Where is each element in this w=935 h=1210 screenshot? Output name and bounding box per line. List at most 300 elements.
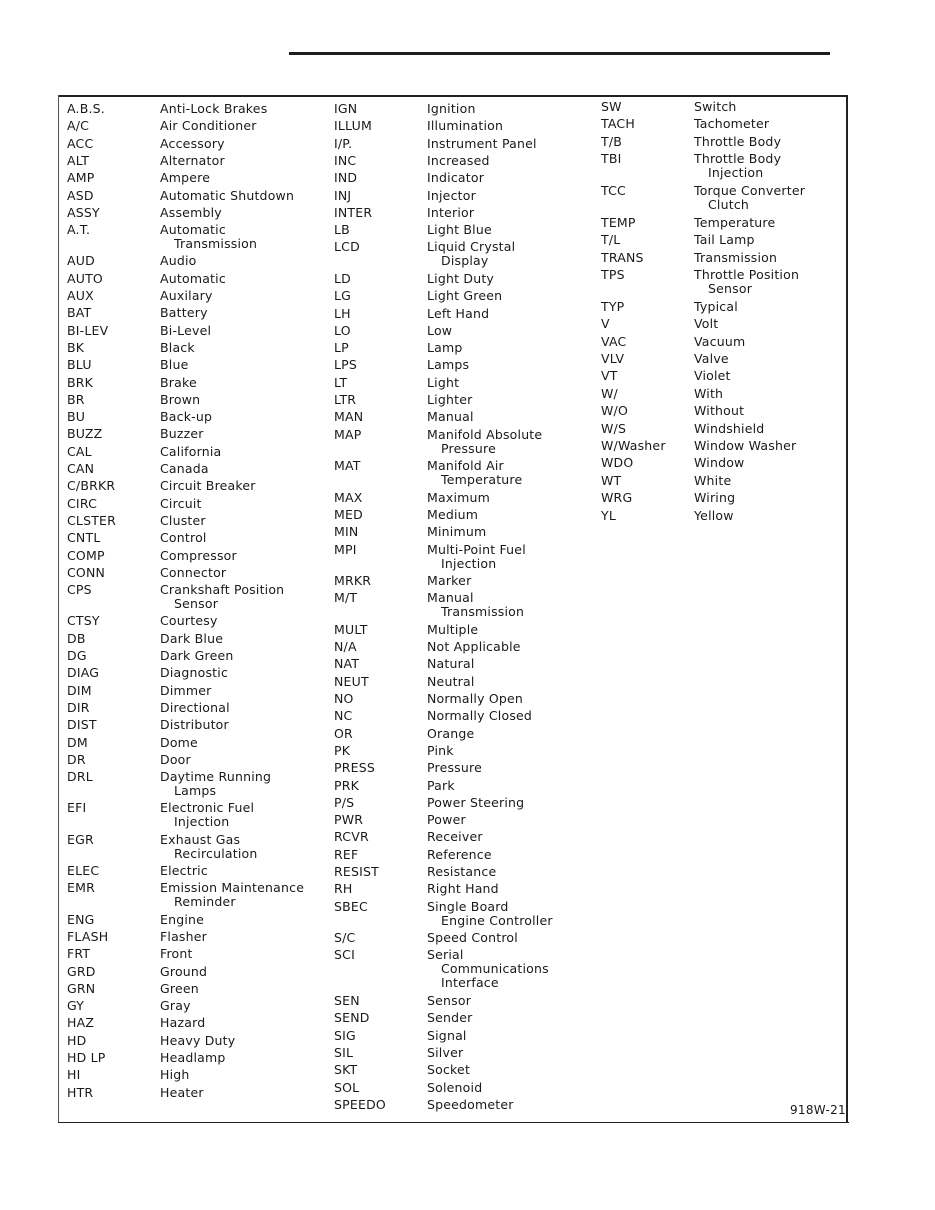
definition-line: Connector bbox=[160, 564, 227, 580]
definition-line: Lamps bbox=[427, 357, 470, 373]
abbreviation: DIAG bbox=[67, 665, 100, 681]
definition bbox=[427, 376, 459, 390]
definition bbox=[160, 965, 207, 979]
definition-line: Switch bbox=[694, 99, 737, 114]
abbreviation: HI bbox=[67, 1067, 81, 1083]
definition bbox=[427, 574, 471, 588]
abbreviation: MPI bbox=[334, 541, 357, 557]
definition bbox=[160, 684, 211, 698]
definition-line: Yellow bbox=[694, 507, 734, 523]
abbreviation: INC bbox=[334, 152, 357, 168]
definition-line: High bbox=[160, 1067, 190, 1083]
abbreviation: W/ bbox=[601, 385, 618, 401]
definition bbox=[160, 753, 191, 767]
definition-line: Daytime Running bbox=[160, 769, 272, 785]
definition bbox=[427, 779, 455, 793]
definition-line: Ground bbox=[160, 963, 208, 979]
definition-line: Sender bbox=[427, 1010, 473, 1026]
abbreviation: WDO bbox=[601, 455, 634, 471]
abbreviation: A/C bbox=[67, 118, 90, 134]
definition bbox=[427, 459, 522, 487]
abbreviation: W/S bbox=[601, 420, 627, 436]
definition bbox=[160, 1016, 205, 1030]
definition-line: Green bbox=[160, 980, 199, 996]
definition bbox=[694, 404, 744, 418]
definition bbox=[427, 410, 474, 424]
definition bbox=[160, 770, 271, 798]
definition-line: Electric bbox=[160, 863, 208, 878]
definition-line: Indicator bbox=[427, 170, 485, 186]
abbreviation: BR bbox=[67, 391, 85, 407]
definition-line: Diagnostic bbox=[160, 665, 229, 681]
definition bbox=[427, 591, 524, 619]
definition-line: Light bbox=[427, 374, 460, 390]
definition bbox=[694, 335, 745, 349]
definition bbox=[427, 525, 486, 539]
definition-line: Injector bbox=[427, 187, 476, 203]
definition bbox=[160, 736, 198, 750]
definition bbox=[160, 666, 228, 680]
definition bbox=[427, 948, 549, 990]
figure-reference: 918W-21 bbox=[790, 1103, 846, 1117]
definition-line: Receiver bbox=[427, 829, 483, 845]
abbreviation: BI-LEV bbox=[67, 322, 109, 338]
definition bbox=[694, 422, 764, 436]
definition-line: Door bbox=[160, 751, 191, 767]
abbreviation: NEUT bbox=[334, 673, 369, 689]
abbreviation: DIR bbox=[67, 699, 90, 715]
definition-continuation: Sensor bbox=[174, 596, 219, 612]
definition-line: Manual bbox=[427, 409, 474, 425]
definition-line: Increased bbox=[427, 152, 490, 168]
definition-line: Without bbox=[694, 403, 745, 419]
abbreviation: AUTO bbox=[67, 270, 103, 286]
definition bbox=[427, 189, 476, 203]
abbreviation: TCC bbox=[601, 183, 626, 198]
definition-line: Gray bbox=[160, 998, 191, 1014]
definition bbox=[427, 137, 537, 151]
definition-line: Dimmer bbox=[160, 682, 212, 698]
abbreviation: TYP bbox=[601, 298, 625, 314]
definition bbox=[160, 514, 206, 528]
definition bbox=[160, 583, 284, 611]
abbreviation: PWR bbox=[334, 812, 364, 828]
abbreviation: CAL bbox=[67, 443, 92, 459]
definition bbox=[694, 456, 745, 470]
definition bbox=[427, 428, 542, 456]
definition bbox=[160, 272, 226, 286]
definition-line: Back-up bbox=[160, 409, 213, 425]
definition bbox=[160, 154, 225, 168]
abbreviation: LO bbox=[334, 322, 351, 338]
definition-continuation: Recirculation bbox=[174, 845, 258, 861]
definition-line: Window Washer bbox=[694, 438, 797, 453]
abbreviation: SKT bbox=[334, 1062, 358, 1078]
definition-line: Temperature bbox=[694, 214, 776, 230]
definition bbox=[160, 376, 197, 390]
abbreviation: AUX bbox=[67, 288, 94, 303]
abbreviation: TRANS bbox=[601, 249, 644, 265]
abbreviation: HD bbox=[67, 1032, 87, 1048]
abbreviation: HD LP bbox=[67, 1050, 106, 1065]
definition-line: Front bbox=[160, 946, 193, 962]
abbreviation: RESIST bbox=[334, 864, 379, 879]
definition bbox=[427, 640, 521, 654]
definition bbox=[427, 341, 463, 355]
definition-line: Cluster bbox=[160, 512, 206, 528]
definition-line: Orange bbox=[427, 725, 475, 741]
definition-continuation: Clutch bbox=[708, 197, 750, 212]
definition-line: Automatic bbox=[160, 222, 226, 238]
definition-line: Dark Green bbox=[160, 648, 234, 663]
definition-line: Dark Blue bbox=[160, 630, 224, 646]
definition-line: Engine bbox=[160, 911, 205, 927]
definition-line: Multiple bbox=[427, 621, 479, 637]
abbreviation: ASSY bbox=[67, 204, 100, 220]
definition-line: California bbox=[160, 443, 222, 459]
abbreviation: A.B.S. bbox=[67, 101, 105, 116]
abbreviation: CNTL bbox=[67, 530, 101, 546]
abbreviation: FLASH bbox=[67, 928, 109, 944]
definition-line: Brown bbox=[160, 391, 201, 407]
definition-line: Typical bbox=[694, 298, 738, 314]
definition bbox=[427, 848, 492, 862]
definition bbox=[160, 632, 223, 646]
definition-line: Brake bbox=[160, 374, 197, 390]
abbreviation: RH bbox=[334, 881, 353, 897]
abbreviation: A.T. bbox=[67, 222, 91, 238]
definition bbox=[160, 254, 197, 268]
definition-line: Neutral bbox=[427, 673, 475, 689]
abbreviation: IGN bbox=[334, 101, 358, 116]
definition-line: Canada bbox=[160, 461, 209, 476]
definition-line: Valve bbox=[694, 351, 729, 366]
definition bbox=[160, 801, 254, 829]
definition bbox=[160, 982, 199, 996]
abbreviation: SIG bbox=[334, 1027, 356, 1043]
abbreviation: ACC bbox=[67, 135, 94, 151]
abbreviation: M/T bbox=[334, 590, 358, 606]
abbreviation: SBEC bbox=[334, 898, 368, 914]
definition bbox=[160, 324, 211, 338]
definition-line: Flasher bbox=[160, 928, 207, 944]
definition-line: Manual bbox=[427, 590, 474, 606]
definition bbox=[160, 223, 257, 251]
definition-line: Solenoid bbox=[427, 1079, 483, 1095]
abbreviation: EGR bbox=[67, 831, 94, 847]
definition bbox=[694, 509, 734, 523]
abbreviation: T/B bbox=[601, 133, 623, 149]
definition bbox=[694, 100, 737, 114]
definition-line: Control bbox=[160, 530, 207, 546]
abbreviation: DIM bbox=[67, 682, 92, 698]
definition bbox=[427, 744, 454, 758]
definition-continuation: Injection bbox=[708, 165, 764, 181]
definition-line: Light Green bbox=[427, 288, 503, 304]
definition bbox=[694, 117, 769, 131]
definition bbox=[160, 445, 221, 459]
definition-line: Lighter bbox=[427, 392, 473, 407]
abbreviation: ILLUM bbox=[334, 118, 372, 134]
definition bbox=[160, 306, 208, 320]
abbreviation: ASD bbox=[67, 187, 94, 203]
definition-line: Signal bbox=[427, 1027, 467, 1043]
abbreviation: TBI bbox=[601, 151, 622, 167]
definition-line: Not Applicable bbox=[427, 639, 521, 655]
definition-line: Tail Lamp bbox=[694, 232, 755, 248]
definition-continuation: Injection bbox=[174, 814, 230, 830]
definition bbox=[427, 102, 476, 116]
abbreviation: DIST bbox=[67, 717, 97, 733]
abbreviation: ELEC bbox=[67, 863, 100, 878]
definition bbox=[427, 206, 474, 220]
definition-line: White bbox=[694, 472, 732, 488]
definition-line: Dome bbox=[160, 734, 198, 750]
abbreviation: FRT bbox=[67, 946, 91, 962]
definition-line: Medium bbox=[427, 506, 479, 522]
definition-line: Multi-Point Fuel bbox=[427, 541, 526, 557]
definition-line: Compressor bbox=[160, 547, 237, 563]
definition-line: Instrument Panel bbox=[427, 135, 537, 151]
definition-line: Tachometer bbox=[694, 116, 770, 132]
definition-line: Interior bbox=[427, 204, 475, 220]
definition-line: Lamp bbox=[427, 340, 463, 356]
definition-line: With bbox=[694, 385, 724, 401]
definition bbox=[427, 491, 490, 505]
definition bbox=[427, 994, 471, 1008]
definition-continuation: Pressure bbox=[441, 440, 496, 456]
definition bbox=[427, 865, 496, 879]
abbreviation: YL bbox=[601, 507, 616, 523]
definition bbox=[427, 830, 483, 844]
definition-line: Accessory bbox=[160, 135, 225, 151]
definition-line: Reference bbox=[427, 846, 492, 862]
definition-continuation: Injection bbox=[441, 555, 497, 571]
abbreviation: S/C bbox=[334, 930, 356, 946]
definition bbox=[694, 268, 799, 296]
abbreviation: BLU bbox=[67, 357, 92, 373]
abbreviation: VAC bbox=[601, 333, 627, 349]
abbreviation: SW bbox=[601, 99, 622, 114]
abbreviation: VLV bbox=[601, 351, 625, 366]
definition-line: Distributor bbox=[160, 717, 229, 733]
abbreviation: CIRC bbox=[67, 495, 98, 511]
definition bbox=[694, 352, 729, 366]
definition-line: Light Blue bbox=[427, 222, 492, 238]
abbreviation: CTSY bbox=[67, 613, 100, 629]
definition-line: Exhaust Gas bbox=[160, 831, 241, 847]
definition-line: Windshield bbox=[694, 420, 765, 436]
definition-line: Wiring bbox=[694, 490, 736, 506]
abbreviation: ENG bbox=[67, 911, 95, 927]
abbreviation: PRESS bbox=[334, 760, 375, 776]
definition bbox=[427, 931, 518, 945]
definition bbox=[694, 135, 781, 149]
definition-line: Buzzer bbox=[160, 426, 204, 442]
abbreviation: BRK bbox=[67, 374, 94, 390]
definition-line: Single Board bbox=[427, 898, 509, 914]
abbreviation: REF bbox=[334, 846, 359, 862]
definition-line: Audio bbox=[160, 253, 197, 269]
definition-line: Serial bbox=[427, 947, 464, 963]
abbreviation: GRD bbox=[67, 963, 96, 979]
definition-line: Emission Maintenance bbox=[160, 880, 305, 896]
definition bbox=[427, 543, 526, 571]
abbreviation: I/P. bbox=[334, 135, 353, 151]
definition-line: Pink bbox=[427, 742, 454, 758]
definition-continuation: Sensor bbox=[708, 281, 753, 296]
abbreviation: SPEEDO bbox=[334, 1096, 386, 1112]
abbreviation: DR bbox=[67, 751, 86, 767]
definition-line: Manifold Absolute bbox=[427, 426, 543, 442]
abbreviation: SCI bbox=[334, 947, 355, 963]
definition bbox=[160, 999, 191, 1013]
abbreviation: AUD bbox=[67, 253, 95, 269]
definition bbox=[160, 1051, 226, 1065]
abbreviation: W/O bbox=[601, 403, 629, 419]
definition bbox=[160, 358, 188, 372]
definition bbox=[160, 1034, 235, 1048]
definition-line: Liquid Crystal bbox=[427, 239, 516, 255]
definition-continuation: Transmission bbox=[441, 604, 525, 620]
definition-line: Natural bbox=[427, 656, 475, 672]
definition-line: Auxilary bbox=[160, 288, 213, 303]
definition-line: Power bbox=[427, 812, 466, 828]
definition-line: Throttle Body bbox=[694, 151, 782, 167]
abbreviation: SEN bbox=[334, 993, 360, 1009]
abbreviation: EMR bbox=[67, 880, 95, 896]
abbreviation: LG bbox=[334, 288, 352, 304]
abbreviation: DB bbox=[67, 630, 86, 646]
definition-line: Marker bbox=[427, 573, 472, 588]
definition bbox=[160, 881, 304, 909]
definition bbox=[427, 796, 524, 810]
definition bbox=[427, 709, 532, 723]
abbreviation: TEMP bbox=[601, 214, 636, 230]
definition-line: Electronic Fuel bbox=[160, 800, 255, 816]
definition bbox=[160, 531, 207, 545]
definition bbox=[427, 692, 523, 706]
abbreviation: T/L bbox=[601, 232, 621, 248]
definition bbox=[160, 566, 226, 580]
definition-continuation: Reminder bbox=[174, 894, 236, 910]
abbreviation: MRKR bbox=[334, 573, 372, 588]
abbreviation: LT bbox=[334, 374, 348, 390]
definition-line: Headlamp bbox=[160, 1050, 226, 1065]
definition bbox=[694, 317, 718, 331]
definition-line: Pressure bbox=[427, 760, 482, 776]
definition-line: Socket bbox=[427, 1062, 471, 1078]
abbreviation: CONN bbox=[67, 564, 106, 580]
definition bbox=[427, 1011, 473, 1025]
abbreviation: TACH bbox=[601, 116, 635, 132]
abbreviation: EFI bbox=[67, 800, 87, 816]
abbreviation: LB bbox=[334, 222, 350, 238]
abbreviation: GRN bbox=[67, 980, 96, 996]
definition-line: Silver bbox=[427, 1045, 464, 1060]
definition bbox=[160, 649, 234, 663]
definition bbox=[427, 761, 482, 775]
definition bbox=[160, 427, 204, 441]
definition bbox=[160, 102, 267, 116]
definition-line: Left Hand bbox=[427, 305, 490, 321]
abbreviation: LCD bbox=[334, 239, 360, 255]
abbreviation: LTR bbox=[334, 392, 357, 407]
definition-line: Heater bbox=[160, 1084, 204, 1100]
table-bottom-rule bbox=[58, 1122, 849, 1123]
definition bbox=[427, 358, 469, 372]
abbreviation: GY bbox=[67, 998, 85, 1014]
abbreviation: VT bbox=[601, 368, 618, 384]
definition bbox=[694, 439, 796, 453]
definition bbox=[427, 1098, 514, 1112]
definition-line: Illumination bbox=[427, 118, 504, 134]
definition-line: Low bbox=[427, 322, 453, 338]
definition bbox=[160, 718, 229, 732]
definition bbox=[160, 930, 207, 944]
definition bbox=[160, 393, 200, 407]
definition-line: Violet bbox=[694, 368, 731, 384]
definition bbox=[427, 1063, 470, 1077]
abbreviation: BU bbox=[67, 409, 86, 425]
definition bbox=[694, 152, 781, 180]
definition bbox=[427, 813, 466, 827]
definition-line: Automatic Shutdown bbox=[160, 187, 295, 203]
definition bbox=[160, 289, 213, 303]
abbreviation: LD bbox=[334, 270, 351, 286]
abbreviation: CAN bbox=[67, 461, 95, 476]
abbreviation: PRK bbox=[334, 777, 360, 793]
definition bbox=[160, 206, 222, 220]
abbreviation: NC bbox=[334, 708, 353, 724]
abbreviation: BK bbox=[67, 339, 85, 355]
abbreviation: MAP bbox=[334, 426, 362, 442]
abbreviation: SIL bbox=[334, 1045, 354, 1060]
abbreviation: V bbox=[601, 316, 610, 332]
abbreviation: LH bbox=[334, 305, 351, 321]
definition bbox=[160, 479, 256, 493]
definition bbox=[160, 1086, 204, 1100]
abbreviation: DRL bbox=[67, 769, 93, 785]
definition bbox=[427, 882, 499, 896]
definition bbox=[427, 1029, 467, 1043]
definition bbox=[160, 913, 204, 927]
abbreviation: LPS bbox=[334, 357, 358, 373]
definition bbox=[160, 341, 195, 355]
abbreviation: SEND bbox=[334, 1010, 370, 1026]
definition bbox=[427, 223, 492, 237]
definition bbox=[160, 1068, 190, 1082]
definition-line: Automatic bbox=[160, 270, 226, 286]
definition-line: Battery bbox=[160, 305, 208, 321]
definition bbox=[427, 1046, 463, 1060]
definition-line: Maximum bbox=[427, 489, 490, 505]
abbreviation: MIN bbox=[334, 524, 359, 540]
definition bbox=[694, 216, 775, 230]
definition bbox=[160, 462, 209, 476]
definition bbox=[427, 171, 484, 185]
definition bbox=[694, 233, 755, 247]
definition-continuation: Transmission bbox=[174, 236, 258, 252]
definition-continuation: Lamps bbox=[174, 783, 217, 799]
definition bbox=[427, 657, 475, 671]
definition-line: Normally Open bbox=[427, 691, 524, 706]
abbreviation: IND bbox=[334, 170, 358, 186]
definition-line: Black bbox=[160, 339, 195, 355]
definition bbox=[160, 410, 212, 424]
abbreviation: WRG bbox=[601, 490, 633, 506]
abbreviation: MAX bbox=[334, 489, 363, 505]
